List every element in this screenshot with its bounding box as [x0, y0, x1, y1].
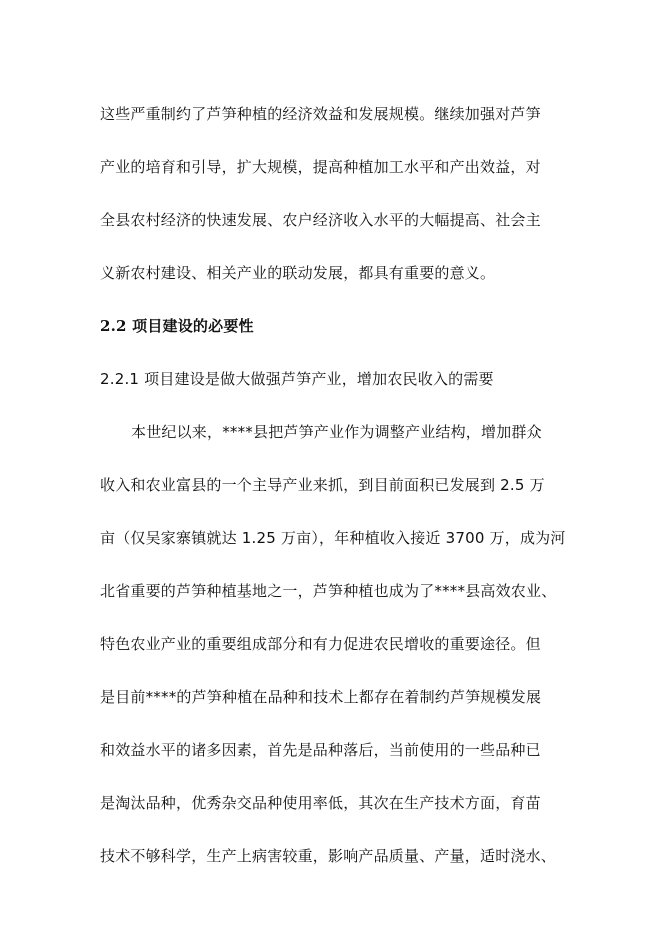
body-line-8: 是淘汰品种，优秀杂交品种使用率低，其次在生产技术方面，育苗	[100, 794, 541, 812]
section-heading: 2.2 项目建设的必要性	[100, 317, 254, 335]
intro-line-2: 产业的培育和引导，扩大规模，提高种植加工水平和产出效益，对	[100, 158, 541, 176]
intro-line-3: 全县农村经济的快速发展、农户经济收入水平的大幅提高、社会主	[100, 211, 541, 229]
body-line-1: 本世纪以来，****县把芦笋产业作为调整产业结构，增加群众	[131, 423, 542, 441]
body-line-4: 北省重要的芦笋种植基地之一，芦笋种植也成为了****县高效农业、	[100, 582, 557, 600]
subsection-heading: 2.2.1 项目建设是做大做强芦笋产业，增加农民收入的需要	[100, 370, 494, 388]
body-line-5: 特色农业产业的重要组成部分和有力促进农民增收的重要途径。但	[100, 635, 541, 653]
intro-line-1: 这些严重制约了芦笋种植的经济效益和发展规模。继续加强对芦笋	[100, 105, 541, 123]
body-line-2: 收入和农业富县的一个主导产业来抓，到目前面积已发展到 2.5 万	[100, 476, 545, 494]
body-line-3: 亩（仅吴家寨镇就达 1.25 万亩），年种植收入接近 3700 万，成为河	[100, 529, 566, 547]
body-line-7: 和效益水平的诸多因素，首先是品种落后，当前使用的一些品种已	[100, 741, 541, 759]
intro-line-4: 义新农村建设、相关产业的联动发展，都具有重要的意义。	[100, 264, 496, 282]
body-line-9: 技术不够科学，生产上病害较重，影响产品质量、产量，适时浇水、	[100, 847, 557, 865]
body-line-6: 是目前****的芦笋种植在品种和技术上都存在着制约芦笋规模发展	[100, 688, 542, 706]
